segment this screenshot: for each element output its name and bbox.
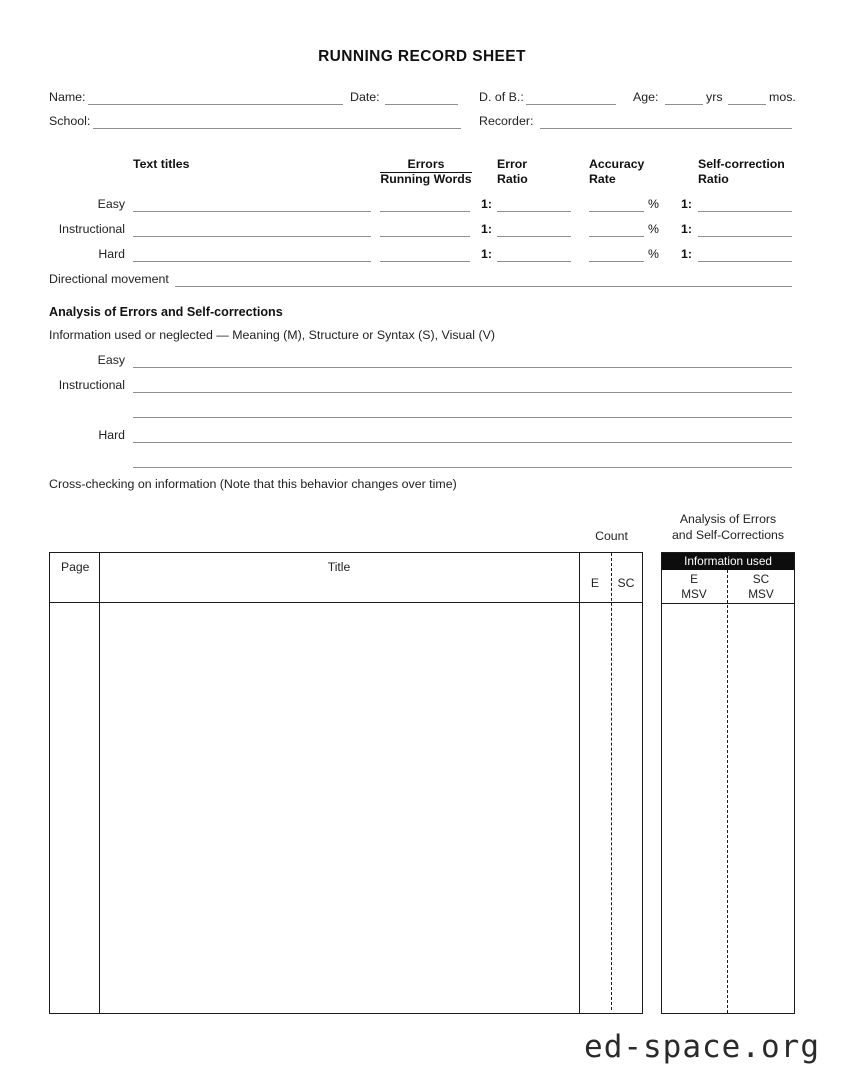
- column-header-selfcorrection-line1: Self-correction: [698, 157, 785, 171]
- site-watermark: ed-space.org: [584, 1029, 820, 1065]
- age-months-unit-label: mos.: [769, 90, 796, 104]
- table-divider-title-count: [579, 553, 580, 1013]
- score-title-input-instructional[interactable]: [133, 236, 371, 237]
- column-header-error-ratio-line1: Error: [497, 157, 528, 171]
- column-header-selfcorrection-line2: Ratio: [698, 171, 729, 186]
- column-header-error-ratio: [497, 157, 528, 186]
- sc-ratio-prefix-hard: 1:: [681, 247, 692, 261]
- accuracy-rate-input-instructional[interactable]: [589, 236, 644, 237]
- score-errors-running-words-input-hard[interactable]: [380, 261, 470, 262]
- analysis-input-easy[interactable]: [133, 367, 792, 368]
- recorder-label: Recorder:: [479, 114, 534, 128]
- error-ratio-prefix-easy: 1:: [481, 197, 492, 211]
- crosschecking-note: Cross-checking on information (Note that this behavior changes over time): [49, 477, 457, 491]
- page-title: RUNNING RECORD SHEET: [318, 48, 526, 65]
- analysis-box-caption: [661, 512, 795, 543]
- score-row-label-hard: Hard: [98, 247, 125, 261]
- score-errors-running-words-input-easy[interactable]: [380, 211, 470, 212]
- age-months-input[interactable]: [728, 104, 766, 105]
- analysis-input-instructional[interactable]: [133, 392, 792, 393]
- sc-ratio-input-hard[interactable]: [698, 261, 792, 262]
- analysis-box-column-self-corrections: [729, 572, 793, 601]
- error-ratio-input-hard[interactable]: [497, 261, 571, 262]
- analysis-row-label-hard: Hard: [98, 428, 125, 442]
- column-header-text-titles: Text titles: [133, 157, 190, 171]
- sc-ratio-prefix-easy: 1:: [681, 197, 692, 211]
- age-years-input[interactable]: [665, 104, 703, 105]
- column-header-accuracy-line2: Rate: [589, 171, 616, 186]
- score-errors-running-words-input-instructional[interactable]: [380, 236, 470, 237]
- column-header-accuracy-rate: [589, 157, 644, 186]
- age-years-unit-label: yrs: [706, 90, 723, 104]
- age-label: Age:: [633, 90, 659, 104]
- column-header-error-ratio-line2: Ratio: [497, 171, 528, 186]
- score-title-input-hard[interactable]: [133, 261, 371, 262]
- analysis-row-label-easy: Easy: [97, 353, 125, 367]
- school-input[interactable]: [93, 128, 461, 129]
- sc-ratio-input-easy[interactable]: [698, 211, 792, 212]
- sc-ratio-input-instructional[interactable]: [698, 236, 792, 237]
- analysis-subheading: Information used or neglected — Meaning (M), Structure or Syntax (S), Visual (V): [49, 328, 496, 342]
- table-column-header-self-corrections: SC: [617, 576, 635, 590]
- analysis-box-divider-dashed: [727, 570, 728, 1013]
- table-header-row-divider: [50, 602, 642, 603]
- school-label: School:: [49, 114, 91, 128]
- count-label: Count: [595, 529, 628, 543]
- date-label: Date:: [350, 90, 380, 104]
- accuracy-percent-suffix-instructional: %: [648, 222, 659, 236]
- analysis-box-caption-line2: and Self-Corrections: [671, 527, 785, 542]
- analysis-box-sc-msv-label: MSV: [748, 586, 774, 601]
- error-ratio-input-easy[interactable]: [497, 211, 571, 212]
- error-ratio-input-instructional[interactable]: [497, 236, 571, 237]
- information-used-bar: Information used: [662, 553, 794, 570]
- column-header-errors: Errors: [407, 157, 445, 171]
- analysis-box-sc-label: SC: [752, 572, 770, 586]
- directional-movement-input[interactable]: [175, 286, 792, 287]
- analysis-box-column-errors: [662, 572, 726, 601]
- analysis-heading: Analysis of Errors and Self-corrections: [49, 305, 283, 319]
- dob-label: D. of B.:: [479, 90, 524, 104]
- analysis-box-errors-msv-label: MSV: [681, 586, 707, 601]
- score-row-label-instructional: Instructional: [58, 222, 125, 236]
- accuracy-rate-input-hard[interactable]: [589, 261, 644, 262]
- table-column-header-page: Page: [61, 560, 90, 574]
- running-record-table[interactable]: [49, 552, 643, 1014]
- analysis-input-hard-continued[interactable]: [133, 467, 792, 468]
- date-input[interactable]: [385, 104, 458, 105]
- dob-input[interactable]: [526, 104, 616, 105]
- analysis-row-label-instructional: Instructional: [58, 378, 125, 392]
- error-ratio-prefix-instructional: 1:: [481, 222, 492, 236]
- score-row-label-easy: Easy: [97, 197, 125, 211]
- fraction-bar: [380, 172, 472, 173]
- score-title-input-easy[interactable]: [133, 211, 371, 212]
- analysis-input-hard[interactable]: [133, 442, 792, 443]
- table-column-header-errors: E: [590, 576, 600, 590]
- sc-ratio-prefix-instructional: 1:: [681, 222, 692, 236]
- table-divider-e-sc-dashed: [611, 553, 612, 1010]
- recorder-input[interactable]: [540, 128, 792, 129]
- directional-movement-label: Directional movement: [49, 272, 169, 286]
- analysis-input-instructional-continued[interactable]: [133, 417, 792, 418]
- name-input[interactable]: [88, 104, 343, 105]
- column-header-self-correction-ratio: [698, 157, 785, 186]
- accuracy-percent-suffix-easy: %: [648, 197, 659, 211]
- accuracy-rate-input-easy[interactable]: [589, 211, 644, 212]
- analysis-box-caption-line1: Analysis of Errors: [679, 512, 777, 526]
- column-header-running-words: Running Words: [380, 171, 472, 186]
- table-divider-page-title: [99, 553, 100, 1013]
- analysis-box-errors-label: E: [690, 572, 698, 586]
- accuracy-percent-suffix-hard: %: [648, 247, 659, 261]
- column-header-accuracy-line1: Accuracy: [589, 157, 645, 171]
- name-label: Name:: [49, 90, 86, 104]
- error-ratio-prefix-hard: 1:: [481, 247, 492, 261]
- analysis-of-errors-box[interactable]: [661, 552, 795, 1014]
- analysis-box-header-divider: [662, 603, 794, 604]
- table-column-header-title: Title: [327, 560, 351, 574]
